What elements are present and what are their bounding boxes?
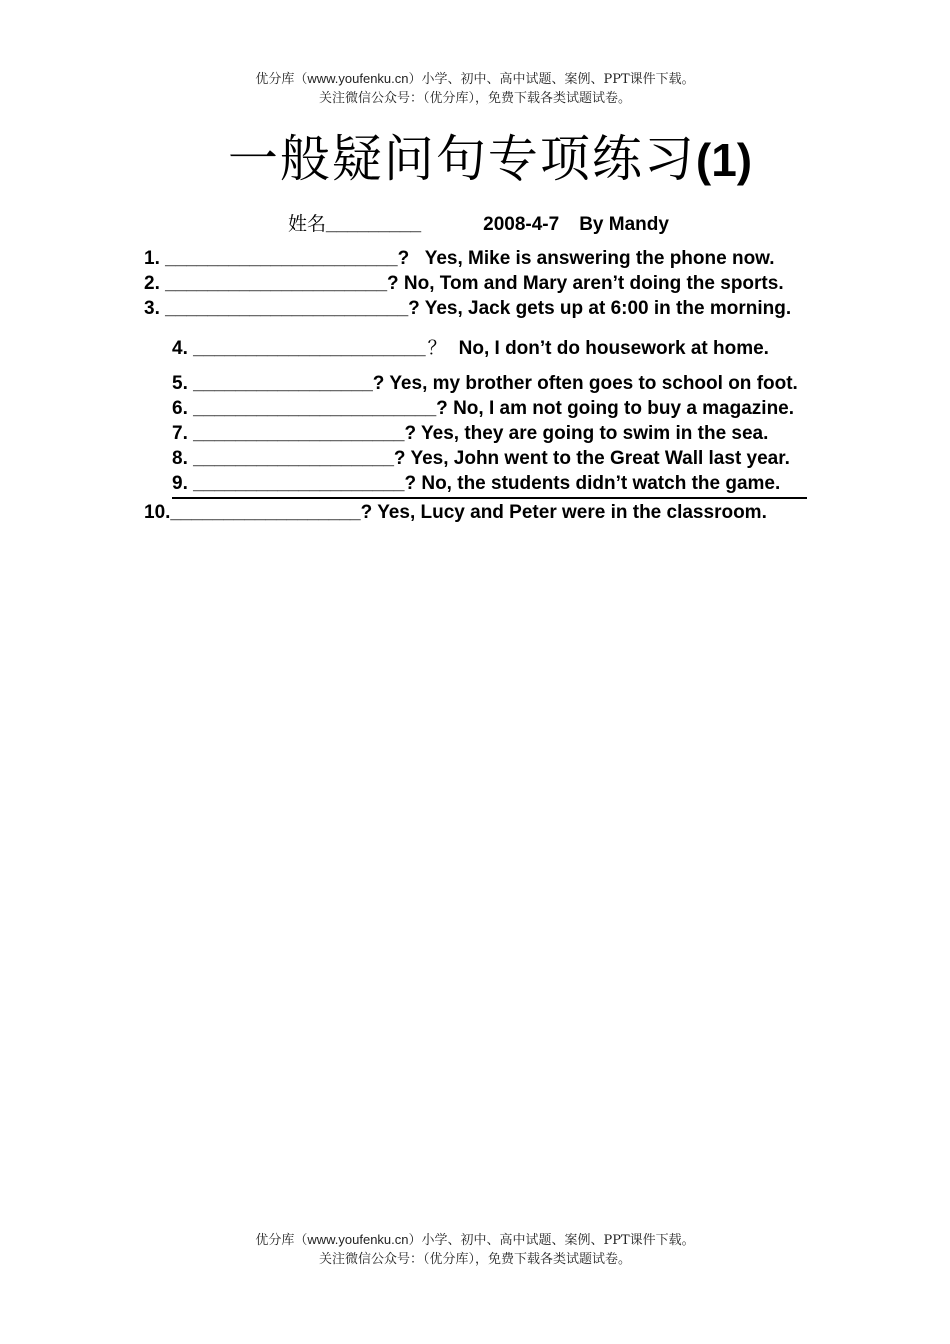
question-mark: ?: [436, 398, 448, 419]
answer-blank[interactable]: _____________________: [165, 273, 388, 294]
question-number: 1.: [144, 248, 166, 269]
question-8: [172, 447, 790, 471]
question-number: 4.: [172, 338, 194, 359]
author: By Mandy: [579, 214, 669, 235]
question-mark: ?: [408, 298, 420, 319]
answer-blank[interactable]: ____________________: [193, 423, 405, 444]
question-5: [172, 372, 798, 396]
header-site: www.youfenku.cn: [307, 71, 409, 86]
question-number: 2.: [144, 273, 166, 294]
answer-blank[interactable]: _______________________: [165, 298, 409, 319]
given-answer: Yes, they are going to swim in the sea.: [421, 423, 769, 444]
question-mark: ?: [397, 248, 410, 269]
title-text: 一般疑问句专项练习: [227, 130, 696, 188]
question-mark: ？: [427, 337, 447, 359]
answer-blank[interactable]: ____________________: [193, 473, 405, 494]
answer-blank[interactable]: _________________: [193, 373, 373, 394]
title-number: (1): [695, 134, 753, 186]
header-prefix: 优分库（: [255, 72, 308, 87]
date: 2008-4-7: [483, 214, 560, 235]
question-10: [144, 501, 767, 525]
answer-blank[interactable]: ______________________: [165, 248, 398, 269]
question-7: [172, 422, 768, 446]
question-2: [144, 272, 784, 296]
question-number: 6.: [172, 398, 194, 419]
answer-blank[interactable]: ______________________: [193, 338, 426, 359]
question-number: 8.: [172, 448, 194, 469]
given-answer: Yes, Lucy and Peter were in the classroom.: [377, 502, 767, 523]
given-answer: No, the students didn’t watch the game.: [421, 473, 781, 494]
answer-blank[interactable]: ___________________: [193, 448, 394, 469]
footer-line-2: 关注微信公众号：（优分库），免费下载各类试题试卷。: [318, 1252, 631, 1267]
meta-line: [288, 210, 669, 238]
answer-blank[interactable]: __________________: [170, 502, 361, 523]
divider-line: [172, 497, 807, 499]
question-mark: ?: [387, 273, 399, 294]
question-9: [172, 472, 780, 496]
footer-site: www.youfenku.cn: [307, 1232, 409, 1247]
question-mark: ?: [372, 373, 385, 394]
given-answer: Yes, Mike is answering the phone now.: [424, 248, 775, 269]
name-label: 姓名: [288, 213, 327, 235]
question-3: [144, 297, 791, 321]
given-answer: Yes, John went to the Great Wall last year.: [410, 448, 790, 469]
question-number: 7.: [172, 423, 194, 444]
given-answer: No, I don’t do housework at home.: [458, 338, 769, 359]
footer-prefix: 优分库（: [255, 1233, 308, 1248]
given-answer: Yes, Jack gets up at 6:00 in the morning.: [424, 298, 792, 319]
question-mark: ?: [404, 473, 417, 494]
header-suffix: ）小学、初中、高中试题、案例、PPT课件下载。: [408, 72, 695, 87]
question-6: [172, 397, 794, 421]
header-line-1: [0, 68, 950, 87]
question-4: [172, 336, 769, 361]
footer-line-1: [0, 1229, 950, 1248]
given-answer: No, I am not going to buy a magazine.: [453, 398, 795, 419]
question-number: 10.: [144, 502, 171, 523]
given-answer: No, Tom and Mary aren’t doing the sports.: [403, 273, 784, 294]
question-1: [144, 247, 775, 271]
header-line-2: 关注微信公众号：（优分库），免费下载各类试题试卷。: [318, 91, 631, 106]
footer-suffix: ）小学、初中、高中试题、案例、PPT课件下载。: [408, 1233, 695, 1248]
question-number: 9.: [172, 473, 194, 494]
given-answer: Yes, my brother often goes to school on foot.: [389, 373, 798, 394]
question-number: 5.: [172, 373, 194, 394]
question-number: 3.: [144, 298, 166, 319]
question-mark: ?: [360, 502, 373, 523]
question-mark: ?: [404, 423, 417, 444]
page-title: [0, 128, 950, 191]
answer-blank[interactable]: _______________________: [193, 398, 437, 419]
name-blank: _________: [326, 214, 422, 235]
question-mark: ?: [393, 448, 406, 469]
